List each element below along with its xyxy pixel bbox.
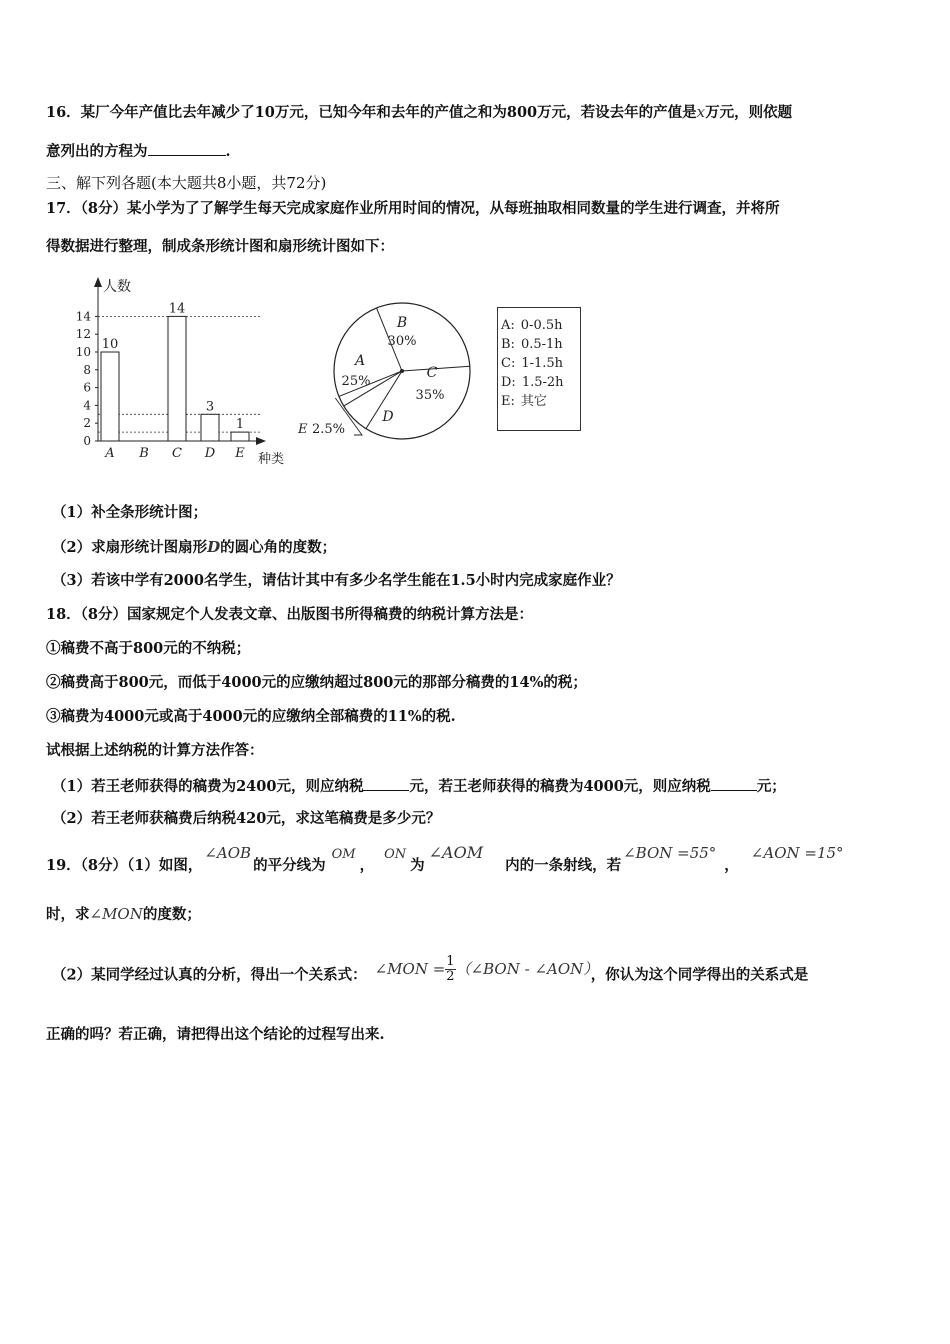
q18-sub-1 bbox=[52, 775, 786, 797]
x-tick-label: D bbox=[204, 446, 216, 461]
pie-percent-C: 35% bbox=[415, 388, 445, 403]
q19-line-1 bbox=[46, 843, 844, 877]
pie-percent-A: 25% bbox=[341, 374, 371, 389]
x-tick-label: B bbox=[139, 446, 149, 461]
x-axis-label: 种类 bbox=[258, 452, 285, 467]
bar-D bbox=[201, 414, 219, 441]
bar-C bbox=[168, 316, 186, 441]
legend-text: 1.5-2h bbox=[521, 375, 564, 390]
q18-sub-2: （2）若王老师获稿费后纳税420元，求这笔稿费是多少元？ bbox=[52, 810, 441, 827]
q19-sub-2 bbox=[52, 954, 809, 990]
x-tick-label: C bbox=[172, 446, 182, 461]
legend-item bbox=[501, 373, 580, 392]
bar-A bbox=[101, 352, 119, 441]
bar-chart bbox=[70, 275, 300, 470]
x-axis-arrow bbox=[256, 437, 266, 445]
legend-item bbox=[501, 316, 580, 335]
legend-key: B: bbox=[501, 337, 515, 352]
q16-text-2: 意列出的方程为 bbox=[46, 143, 148, 160]
q18-rule-2: ②稿费高于800元，而低于4000元的应缴纳超过800元的那部分稿费的14%的税； bbox=[46, 674, 587, 691]
y-tick-label: 2 bbox=[83, 416, 91, 431]
legend-item bbox=[501, 354, 580, 373]
bar-value-label: 3 bbox=[205, 399, 215, 415]
pie-label-D: D bbox=[382, 409, 394, 425]
legend-text: 0.5-1h bbox=[520, 337, 563, 352]
q16-text-end: 万元，则依题 bbox=[705, 104, 793, 121]
q17-sub-3: （3）若该中学有2000名学生，请估计其中有多少名学生能在1.5小时内完成家庭作业？ bbox=[52, 572, 621, 589]
y-tick-label: 0 bbox=[83, 434, 91, 448]
q18-sub-1-text-c: 元； bbox=[756, 778, 786, 795]
legend-item bbox=[501, 392, 580, 411]
q19-text-1: 19．（8分）（1）如图， bbox=[46, 857, 203, 874]
bar-value-label: 1 bbox=[235, 417, 245, 433]
bar-value-label: 14 bbox=[168, 301, 186, 317]
section-3-heading: 三、解下列各题(本大题共8小题，共72分) bbox=[46, 174, 327, 192]
q19-text-2: 的平分线为 bbox=[253, 857, 326, 874]
q19-text-5: 内的一条射线，若 bbox=[505, 857, 622, 874]
q16-text: 16．某厂今年产值比去年减少了10万元，已知今年和去年的产值之和为800万元，若设去年的产值是 bbox=[46, 104, 697, 121]
q19-text-6: ， bbox=[724, 857, 739, 874]
q16-period: . bbox=[225, 143, 231, 160]
legend-text: 1-1.5h bbox=[521, 356, 564, 371]
q19-math-aom: ∠AOM bbox=[428, 843, 484, 862]
pie-label-B: B bbox=[396, 315, 408, 331]
x-tick-label: A bbox=[105, 446, 115, 461]
q19-fraction-denominator: 2 bbox=[446, 969, 455, 984]
legend-key: C: bbox=[501, 356, 516, 371]
q17-sub-2-text-end: 的圆心角的度数； bbox=[220, 539, 337, 556]
q17-line-2: 得数据进行整理，制成条形统计图和扇形统计图如下： bbox=[46, 238, 394, 255]
q19-formula bbox=[374, 954, 591, 984]
q19-formula-left: ∠MON = bbox=[374, 959, 446, 978]
q17-line-1: 17．（8分）某小学为了了解学生每天完成家庭作业所用时间的情况，从每班抽取相同数量的学生进行调查，并将所 bbox=[46, 200, 780, 217]
q16-line-2 bbox=[46, 140, 231, 162]
q16-answer-blank[interactable] bbox=[148, 140, 226, 156]
q19-line-4: 正确的吗？若正确，请把得出这个结论的过程写出来. bbox=[46, 1026, 385, 1043]
q19-math-on: ON bbox=[384, 847, 407, 862]
y-tick-label: 6 bbox=[83, 380, 91, 395]
q19-sub-2-text-b: ，你认为这个同学得出的关系式是 bbox=[590, 966, 809, 984]
q19-line-2 bbox=[46, 904, 201, 925]
pie-chart bbox=[292, 295, 492, 455]
bar-E bbox=[231, 432, 249, 441]
q18-rule-3: ③稿费为4000元或高于4000元的应缴纳全部稿费的11%的税. bbox=[46, 708, 456, 725]
q18-answer-blank-2[interactable] bbox=[711, 775, 757, 791]
q17-sub-2-var: D bbox=[207, 538, 221, 556]
y-tick-label: 12 bbox=[75, 327, 91, 342]
q19-math-om: OM bbox=[331, 847, 356, 862]
q19-fraction-numerator: 1 bbox=[446, 954, 455, 969]
y-tick-label: 14 bbox=[75, 309, 91, 324]
y-tick-label: 10 bbox=[75, 345, 91, 359]
q17-sub-2-text: （2）求扇形统计图扇形 bbox=[52, 539, 208, 556]
pie-center bbox=[400, 369, 404, 373]
q19-formula-right: （∠BON - ∠AON） bbox=[455, 959, 591, 978]
q19-math-bon: ∠BON =55° bbox=[623, 844, 717, 862]
q18-instruction: 试根据上述纳税的计算方法作答： bbox=[46, 742, 264, 759]
legend-item bbox=[501, 335, 580, 354]
pie-label-C: C bbox=[426, 365, 438, 381]
q19-line-2-text-a: 时，求 bbox=[46, 906, 90, 923]
q19-sub-2-text-a: （2）某同学经过认真的分析，得出一个关系式： bbox=[52, 966, 367, 984]
q17-sub-1: （1）补全条形统计图； bbox=[52, 504, 208, 521]
q19-math-aob: ∠AOB bbox=[204, 844, 252, 862]
q18-answer-blank-1[interactable] bbox=[363, 775, 409, 791]
y-tick-label: 4 bbox=[83, 398, 91, 413]
pie-label-A: A bbox=[354, 353, 366, 369]
pie-percent-B: 30% bbox=[387, 334, 417, 349]
q16-variable-x: x bbox=[696, 103, 706, 121]
legend-key: A: bbox=[501, 318, 515, 333]
q18-sub-1-text-b: 元，若王老师获得的稿费为4000元，则应纳税 bbox=[409, 778, 711, 795]
legend-text: 0-0.5h bbox=[520, 318, 563, 333]
y-tick-label: 8 bbox=[83, 362, 91, 377]
q19-math-aon: ∠AON =15° bbox=[750, 844, 844, 862]
q19-fraction bbox=[445, 955, 455, 984]
q18-line-1: 18．（8分）国家规定个人发表文章、出版图书所得稿费的纳税计算方法是： bbox=[46, 606, 534, 623]
q19-text-4: 为 bbox=[410, 857, 425, 874]
pie-legend bbox=[497, 307, 581, 431]
q17-sub-2 bbox=[52, 537, 336, 558]
q16-line-1 bbox=[46, 102, 792, 123]
y-axis-label: 人数 bbox=[103, 279, 131, 295]
q19-math-mon: ∠MON bbox=[89, 905, 143, 923]
q19-line-2-text-b: 的度数； bbox=[142, 906, 201, 923]
legend-key: E: bbox=[501, 394, 515, 409]
x-tick-label: E bbox=[235, 446, 245, 461]
y-axis-arrow bbox=[94, 277, 102, 287]
bar-value-label: 10 bbox=[101, 337, 119, 352]
pie-percent-E: 2.5% bbox=[312, 422, 346, 437]
q18-rule-1: ①稿费不高于800元的不纳税； bbox=[46, 640, 251, 657]
legend-key: D: bbox=[501, 375, 516, 390]
pie-label-E: E bbox=[298, 422, 308, 437]
q19-text-3: ， bbox=[359, 857, 375, 874]
legend-text: 其它 bbox=[520, 394, 547, 409]
q18-sub-1-text-a: （1）若王老师获得的稿费为2400元，则应纳税 bbox=[52, 778, 364, 795]
